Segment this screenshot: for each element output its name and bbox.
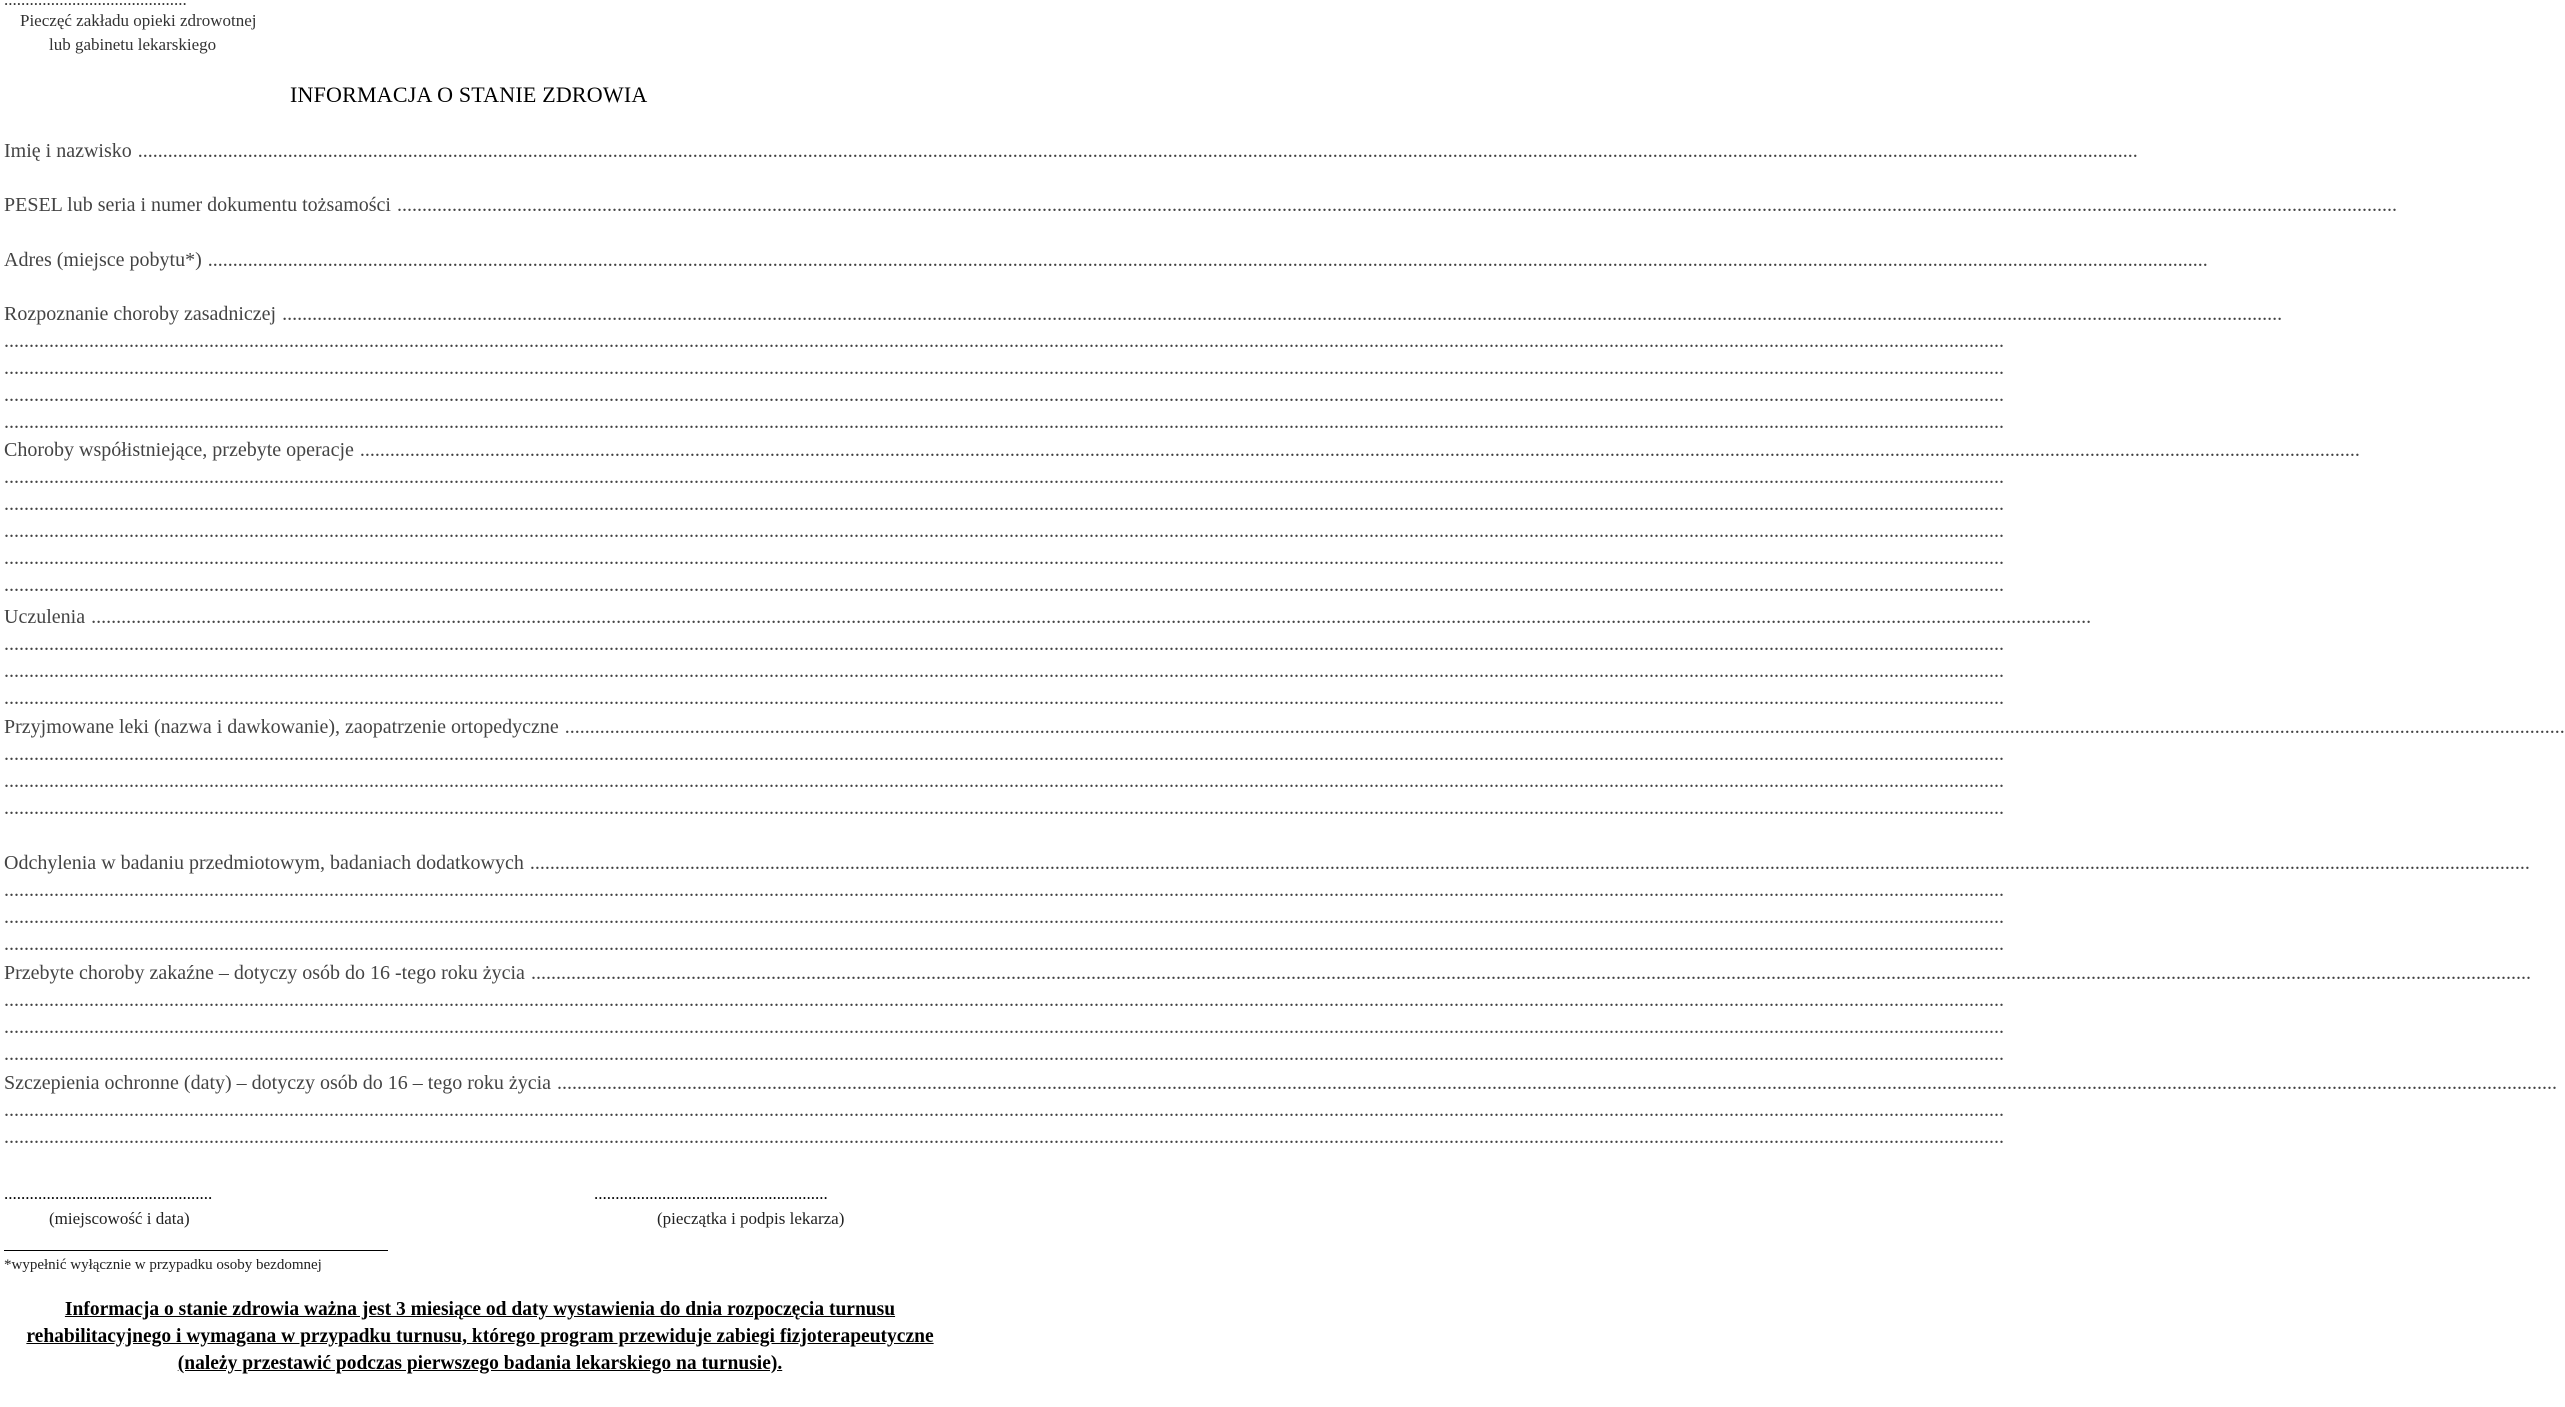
vaccinations-line[interactable]: ................................................................................................................................................................................................................................................................................................................................................................................................................ (4, 1099, 2004, 1121)
comorbidities-line[interactable]: ................................................................................................................................................................................................................................................................................................................................................................................................................ (4, 493, 2004, 515)
comorbidities-line[interactable]: ................................................................................................................................................................................................................................................................................................................................................................................................................ (4, 547, 2004, 569)
footnote-divider (4, 1250, 388, 1251)
allergies-line[interactable]: ................................................................................................................................................................................................................................................................................................................................................................................................................ (4, 633, 2004, 655)
comorbidities-line[interactable]: ................................................................................................................................................................................................................................................................................................................................................................................................................ (4, 520, 2004, 542)
deviations-field[interactable]: Odchylenia w badaniu przedmiotowym, badaniach dodatkowych ................................................................................................................................................................................................................................................................................................................................................................................................................ (4, 852, 2530, 874)
deviations-line[interactable]: ................................................................................................................................................................................................................................................................................................................................................................................................................ (4, 906, 2004, 928)
vaccinations-label: Szczepienia ochronne (daty) – dotyczy osób do 16 – tego roku życia (4, 1072, 552, 1094)
comorbidities-line[interactable]: ................................................................................................................................................................................................................................................................................................................................................................................................................ (4, 466, 2004, 488)
stamp-label-line2: lub gabinetu lekarskiego (49, 35, 217, 54)
comorbidities-line[interactable]: ................................................................................................................................................................................................................................................................................................................................................................................................................ (4, 574, 2004, 596)
infectious-label: Przebyte choroby zakaźne – dotyczy osób do 16 -tego roku życia (4, 962, 525, 984)
document-title: INFORMACJA O STANIE ZDROWIA (290, 82, 648, 107)
validity-notice: Informacja o stanie zdrowia ważna jest 3 miesiące od daty wystawienia do dnia rozpoczęcia turnusu rehabilitacyjnego i wymagana w przypadku turnusu, którego program przewiduje zabiegi fizjoterapeutyczne (należy przestawić podczas pierwszego badania lekarskiego na turnusie). (26, 1299, 934, 1374)
place-date-caption: (miejscowość i data) (49, 1209, 190, 1228)
medications-line[interactable]: ................................................................................................................................................................................................................................................................................................................................................................................................................ (4, 797, 2004, 819)
allergies-line[interactable]: ................................................................................................................................................................................................................................................................................................................................................................................................................ (4, 687, 2004, 709)
infectious-line[interactable]: ................................................................................................................................................................................................................................................................................................................................................................................................................ (4, 989, 2004, 1011)
diagnosis-line[interactable]: ................................................................................................................................................................................................................................................................................................................................................................................................................ (4, 357, 2004, 379)
allergies-label: Uczulenia (4, 606, 86, 628)
medications-line[interactable]: ................................................................................................................................................................................................................................................................................................................................................................................................................ (4, 743, 2004, 765)
stamp-sign-dots[interactable]: ....................................................... (594, 1184, 828, 1203)
infectious-line[interactable]: ................................................................................................................................................................................................................................................................................................................................................................................................................ (4, 1016, 2004, 1038)
deviations-line[interactable]: ................................................................................................................................................................................................................................................................................................................................................................................................................ (4, 933, 2004, 955)
medications-line[interactable]: ................................................................................................................................................................................................................................................................................................................................................................................................................ (4, 770, 2004, 792)
pesel-field[interactable]: PESEL lub seria i numer dokumentu tożsamości ................................................................................................................................................................................................................................................................................................................................................................................................................ (4, 194, 2397, 216)
stamp-label-line1: Pieczęć zakładu opieki zdrowotnej (20, 11, 257, 30)
name-field[interactable]: Imię i nazwisko ................................................................................................................................................................................................................................................................................................................................................................................................................ (4, 140, 2138, 162)
infectious-field[interactable]: Przebyte choroby zakaźne – dotyczy osób do 16 -tego roku życia ................................................................................................................................................................................................................................................................................................................................................................................................................ (4, 962, 2531, 984)
diagnosis-label: Rozpoznanie choroby zasadniczej (4, 303, 277, 325)
vaccinations-field[interactable]: Szczepienia ochronne (daty) – dotyczy osób do 16 – tego roku życia ................................................................................................................................................................................................................................................................................................................................................................................................................ (4, 1072, 2558, 1094)
pesel-label: PESEL lub seria i numer dokumentu tożsamości (4, 194, 391, 216)
deviations-line[interactable]: ................................................................................................................................................................................................................................................................................................................................................................................................................ (4, 879, 2004, 901)
medications-label: Przyjmowane leki (nazwa i dawkowanie), zaopatrzenie ortopedyczne (4, 716, 559, 738)
address-label: Adres (miejsce pobytu*) (4, 249, 202, 271)
address-field[interactable]: Adres (miejsce pobytu*) ................................................................................................................................................................................................................................................................................................................................................................................................................ (4, 249, 2208, 271)
place-date-dots[interactable]: ................................................. (4, 1184, 213, 1203)
footnote: *wypełnić wyłącznie w przypadku osoby bezdomnej (4, 1257, 322, 1273)
diagnosis-line[interactable]: ................................................................................................................................................................................................................................................................................................................................................................................................................ (4, 411, 2004, 433)
diagnosis-line[interactable]: ................................................................................................................................................................................................................................................................................................................................................................................................................ (4, 384, 2004, 406)
comorbidities-field[interactable]: Choroby współistniejące, przebyte operacje ................................................................................................................................................................................................................................................................................................................................................................................................................ (4, 439, 2360, 461)
vaccinations-line[interactable]: ................................................................................................................................................................................................................................................................................................................................................................................................................ (4, 1126, 2004, 1148)
diagnosis-field[interactable]: Rozpoznanie choroby zasadniczej ................................................................................................................................................................................................................................................................................................................................................................................................................ (4, 303, 2283, 325)
comorbidities-label: Choroby współistniejące, przebyte operacje (4, 439, 354, 461)
stamp-sign-caption: (pieczątka i podpis lekarza) (657, 1209, 845, 1228)
diagnosis-line[interactable]: ................................................................................................................................................................................................................................................................................................................................................................................................................ (4, 330, 2004, 352)
allergies-field[interactable]: Uczulenia ................................................................................................................................................................................................................................................................................................................................................................................................................ (4, 606, 2092, 628)
name-label: Imię i nazwisko (4, 140, 132, 162)
infectious-line[interactable]: ................................................................................................................................................................................................................................................................................................................................................................................................................ (4, 1043, 2004, 1065)
medications-field[interactable]: Przyjmowane leki (nazwa i dawkowanie), zaopatrzenie ortopedyczne ................................................................................................................................................................................................................................................................................................................................................................................................................ (4, 716, 2565, 738)
deviations-label: Odchylenia w badaniu przedmiotowym, badaniach dodatkowych (4, 852, 524, 874)
allergies-line[interactable]: ................................................................................................................................................................................................................................................................................................................................................................................................................ (4, 660, 2004, 682)
